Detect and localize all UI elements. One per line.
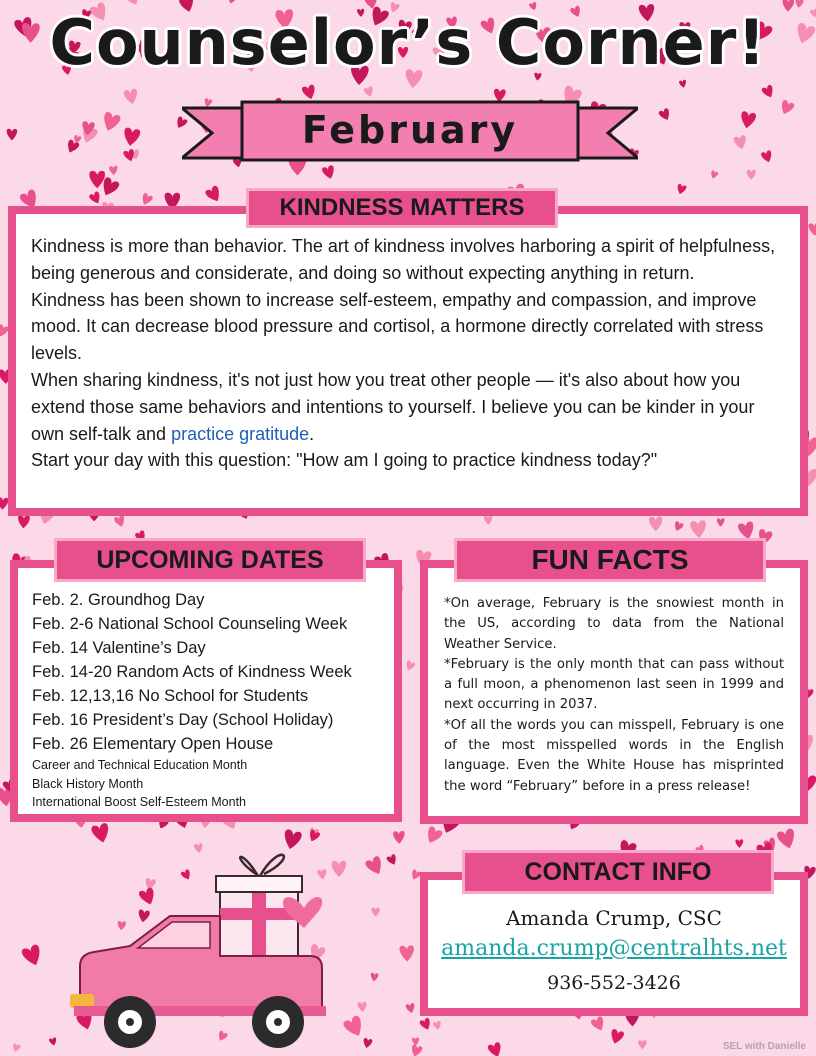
observance-item: Black History Month xyxy=(32,776,144,791)
heart-confetti xyxy=(21,944,45,969)
dates-list xyxy=(32,588,402,812)
heart-confetti xyxy=(404,660,416,672)
heart-confetti xyxy=(89,171,105,188)
heart-confetti xyxy=(484,515,493,525)
heart-confetti xyxy=(372,908,380,917)
page-title: Counselor’s Corner! xyxy=(49,6,767,79)
footer-credit: SEL with Danielle xyxy=(722,1041,806,1052)
heart-confetti xyxy=(433,1021,442,1031)
heart-confetti xyxy=(123,88,139,105)
heart-confetti xyxy=(649,517,663,532)
heart-confetti xyxy=(658,108,672,123)
heart-confetti xyxy=(419,1017,433,1031)
month-label: February xyxy=(301,108,519,152)
heart-confetti xyxy=(88,191,102,206)
pink-truck-with-gift-illustration xyxy=(60,846,360,1056)
observance-item: International Boost Self-Esteem Month xyxy=(32,795,247,809)
date-item: Feb. 2-6 National School Counseling Week xyxy=(32,615,348,633)
heart-confetti xyxy=(690,520,707,539)
upcoming-dates-heading: UPCOMING DATES xyxy=(54,538,366,582)
heart-confetti xyxy=(363,86,374,98)
heart-confetti xyxy=(409,1044,422,1056)
contact-email-link[interactable]: amanda.crump@centralhts.net xyxy=(441,936,787,961)
heart-confetti xyxy=(673,521,684,533)
heart-confetti xyxy=(717,518,725,526)
heart-confetti xyxy=(487,1042,504,1056)
heart-confetti xyxy=(609,1029,625,1046)
heart-confetti xyxy=(7,129,18,141)
heart-confetti xyxy=(399,945,414,962)
heart-confetti xyxy=(776,828,798,851)
heart-confetti xyxy=(733,135,748,151)
fun-fact: *Of all the words you can misspell, February is one of the most misspelled words in the English language. Even the White House has misprinted the word “February” before in a press release! xyxy=(444,717,784,794)
kindness-text: . xyxy=(309,423,315,444)
heart-confetti xyxy=(423,825,443,846)
heart-confetti xyxy=(709,170,718,180)
date-item: Feb. 14 Valentine’s Day xyxy=(32,639,206,657)
heart-confetti xyxy=(122,127,141,147)
observance-item: Career and Technical Education Month xyxy=(32,758,248,772)
heart-confetti xyxy=(362,1038,372,1049)
date-item: Feb. 14-20 Random Acts of Kindness Week xyxy=(32,663,352,681)
heart-confetti xyxy=(412,1037,419,1045)
date-item: Feb. 12,13,16 No School for Students xyxy=(32,687,309,705)
kindness-paragraph: Kindness is more than behavior. The art of kindness involves harboring a spirit of helpfulness, being generous and considerate, and doing so without expecting anything in return. xyxy=(31,236,776,283)
kindness-paragraph: Start your day with this question: "How am I going to practice kindness today?" xyxy=(31,450,658,471)
heart-confetti xyxy=(405,1003,415,1014)
fun-facts-list xyxy=(444,594,784,797)
fun-fact: *February is the only month that can pass without a full moon, a phenomenon last seen in 1999 and next occurring in 2037. xyxy=(444,656,784,713)
heart-confetti xyxy=(735,839,743,848)
fun-facts-heading: FUN FACTS xyxy=(454,538,766,582)
heart-confetti xyxy=(364,855,386,877)
heart-confetti xyxy=(393,831,405,844)
heart-confetti xyxy=(808,223,816,236)
heart-confetti xyxy=(761,150,774,164)
kindness-heading: KINDNESS MATTERS xyxy=(246,188,558,228)
kindness-body xyxy=(31,233,791,474)
kindness-text: When sharing kindness, it's not just how you treat other people — it's also about how you extend those same behaviors and intentions to yourself. I believe you can be kinder in your own self-talk and xyxy=(31,369,755,444)
heart-confetti xyxy=(225,0,240,5)
heart-confetti xyxy=(739,111,756,130)
heart-confetti xyxy=(114,515,127,529)
fun-fact: *On average, February is the snowiest month in the US, according to data from the National Weather Service. xyxy=(444,596,784,652)
kindness-paragraph xyxy=(31,367,791,447)
heart-confetti xyxy=(676,184,687,196)
heart-confetti xyxy=(100,111,121,133)
heart-confetti xyxy=(638,1040,647,1049)
heart-confetti xyxy=(590,1016,607,1033)
heart-confetti xyxy=(778,99,795,116)
heart-confetti xyxy=(679,80,687,89)
practice-gratitude-link[interactable]: practice gratitude xyxy=(171,423,310,444)
heart-confetti xyxy=(386,854,398,867)
contact-heading: CONTACT INFO xyxy=(462,850,774,894)
heart-confetti xyxy=(747,170,756,180)
date-item: Feb. 26 Elementary Open House xyxy=(32,735,274,753)
date-item: Feb. 2. Groundhog Day xyxy=(32,591,205,609)
heart-confetti xyxy=(49,1037,58,1046)
contact-name: Amanda Crump, CSC xyxy=(506,906,722,930)
date-item: Feb. 16 President’s Day (School Holiday) xyxy=(32,711,334,729)
heart-confetti xyxy=(11,1043,20,1053)
heart-confetti xyxy=(109,166,118,176)
kindness-paragraph: Kindness has been shown to increase self-esteem, empathy and compassion, and improve mood. It can decrease blood pressure and cortisol, a hormone directly correlated with stress levels. xyxy=(31,289,764,364)
heart-confetti xyxy=(761,84,776,99)
heart-confetti xyxy=(370,973,379,982)
heart-confetti xyxy=(204,185,223,205)
heart-confetti xyxy=(140,192,154,206)
contact-phone: 936-552-3426 xyxy=(547,972,681,994)
heart-confetti xyxy=(91,822,112,844)
heart-confetti xyxy=(18,515,30,529)
